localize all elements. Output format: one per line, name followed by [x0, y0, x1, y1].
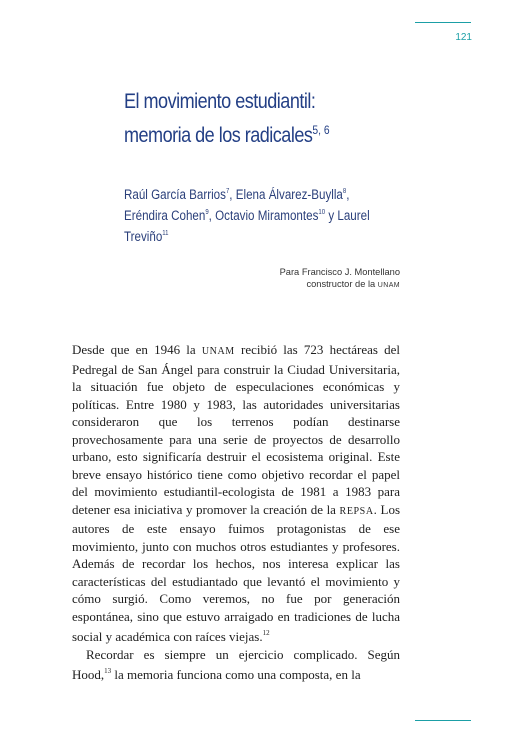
- title-footnote-markers: 5, 6: [312, 123, 330, 137]
- dedication-line-2-text: constructor de la: [306, 279, 376, 289]
- author-footnote: 9: [205, 209, 209, 216]
- author-name: Octavio Miramontes: [215, 208, 319, 223]
- acronym-unam: UNAM: [201, 346, 235, 357]
- author-footnote: 8: [342, 188, 347, 195]
- author-name: Eréndira Cohen: [124, 208, 206, 223]
- chapter-title: [124, 88, 408, 150]
- body-text: [72, 341, 400, 684]
- acronym-repsa: REPSA: [339, 505, 374, 517]
- author-name: Raúl García Barrios: [124, 187, 226, 202]
- author-footnote: 11: [162, 230, 169, 237]
- author-list: [124, 183, 408, 246]
- chapter-title-line-2: [124, 116, 408, 150]
- author-footnote: 7: [225, 188, 230, 195]
- dedication-line-1: Para Francisco J. Montellano: [279, 267, 400, 277]
- paragraph-text: la memoria funciona como una composta, en la: [114, 667, 361, 682]
- author-name: Laurel Treviño: [124, 208, 370, 244]
- page-number: 121: [455, 32, 472, 43]
- author-line-1: Raúl García Barrios$^7$, Elena Álvarez-Buylla$^8$,: [124, 187, 350, 202]
- dedication-line-2: [240, 278, 400, 292]
- body-paragraph-1: [72, 341, 400, 646]
- author-conjunction: y: [328, 208, 335, 223]
- paragraph-text: recibió las 723 hectáreas del Pedregal de San Ángel para construir la Ciudad Universitaria, la situación fue objeto de especulaciones económicas y políticas. Entre 1980 y 1983, las autoridades universitarias consideraron que los terrenos podían destinarse provechosamente para una serie de proyectos de desarrollo urbano, esto significaría destruir el ecosistema original. Este breve ensayo histórico tiene como objetivo recordar el papel del movimiento estudiantil-ecologista de 1981 a 1983 para detener esa iniciativa y promover la creación de la: [72, 342, 401, 517]
- paragraph-text: . Los autores de este ensayo fuimos protagonistas de ese movimiento, junto con muchos otros estudiantes y profesores. Además de recordar los hechos, nos interesa explicar las características del estudiantado que levantó el movimiento y cómo surgió. Como veremos, no fue por generación espontánea, sino que estuvo arraigado en tradiciones de lucha social y académica con raíces viejas.: [72, 501, 401, 644]
- top-accent-rule: [415, 22, 471, 23]
- paragraph-text: Recordar es siempre un ejercicio complicado. Según Hood,: [72, 646, 400, 682]
- footnote-marker: 13: [104, 667, 112, 675]
- bottom-accent-rule: [415, 720, 471, 721]
- body-paragraph-2: [72, 646, 400, 684]
- paragraph-text: Desde que en 1946 la: [72, 342, 196, 357]
- chapter-title-line-1: El movimiento estudiantil:: [124, 90, 316, 113]
- author-line-2: Eréndira Cohen$^9$, Octavio Miramontes$^{10}$ y Laurel Treviño$^{11}$: [124, 208, 370, 244]
- dedication-acronym: UNAM: [377, 282, 400, 289]
- dedication: [240, 266, 400, 292]
- footnote-marker: 12: [262, 629, 270, 637]
- author-name: Elena Álvarez-Buylla: [235, 187, 343, 202]
- chapter-title-line-2-text: memoria de los radicales: [124, 124, 313, 147]
- author-footnote: 10: [318, 209, 326, 216]
